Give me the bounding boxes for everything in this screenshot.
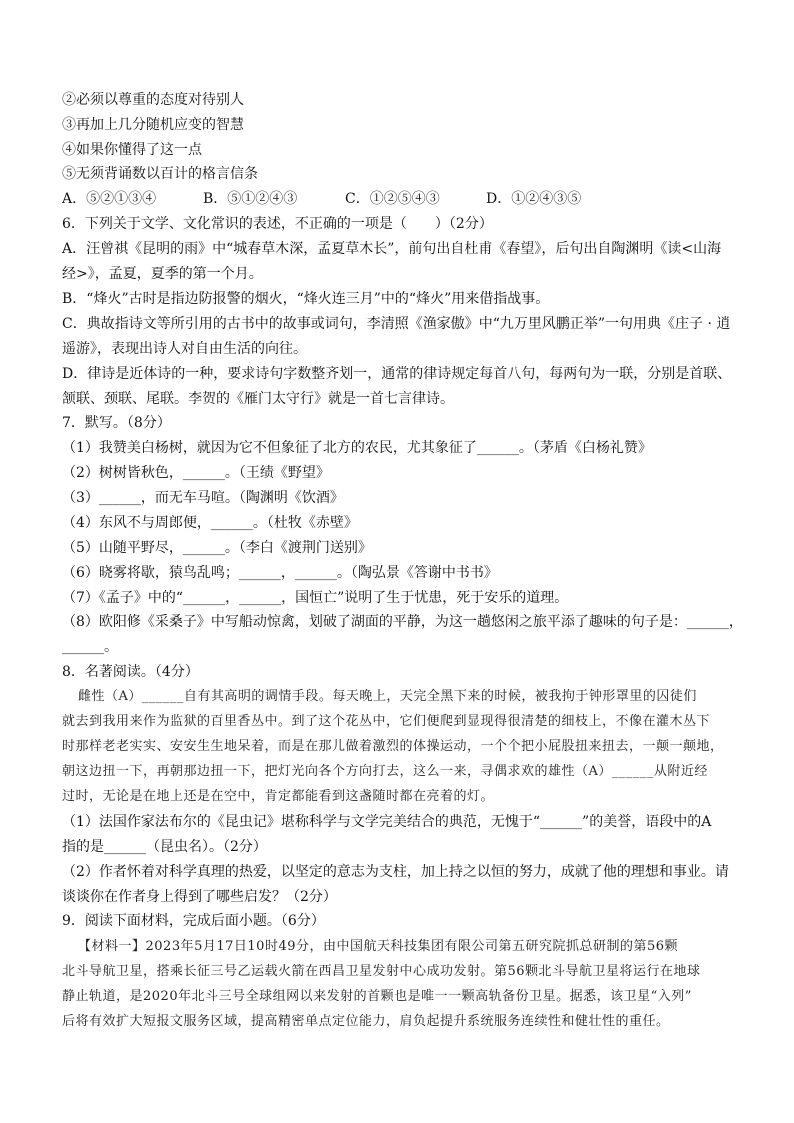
q7-item-8: （8）欧阳修《采桑子》中写船动惊禽，划破了湖面的平静，为这一趟悠闲之旅平添了趣味的句子是：______， bbox=[62, 614, 743, 630]
q9-material-line-2: 北斗导航卫星，搭乘长征三号乙运载火箭在西昌卫星发射中心成功发射。第56颗北斗导航卫星将运行在地球 bbox=[62, 964, 701, 979]
sentence-5: ⑤无须背诵数以百计的格言信条 bbox=[62, 166, 258, 182]
q8-passage-line-1: 雌性（A）______自有其高明的调情手段。每天晚上，天完全黑下来的时候，被我拘于钟形罩里的囚徒们 bbox=[78, 689, 697, 704]
sentence-4: ④如果你懂得了这一点 bbox=[62, 142, 202, 158]
q7-item-5: （5）山随平野尽，______。（李白《渡荆门送别》 bbox=[62, 540, 372, 556]
q6-option-d-cont: 颔联、颈联、尾联。李贺的《雁门太守行》就是一首七言律诗。 bbox=[62, 391, 454, 407]
q8-passage-line-3: 时那样老老实实、安安生生地呆着，而是在那儿做着激烈的体操运动，一个个把小屁股扭来扭去，一颠一颠地， bbox=[62, 739, 724, 754]
q5-option-c: C．①②⑤④③ bbox=[345, 191, 440, 207]
q8-stem: 8．名著阅读。（4分） bbox=[62, 664, 199, 680]
q8-subquestion-2-cont: 谈谈你在作者身上得到了哪些启发？（2分） bbox=[62, 889, 337, 905]
q7-item-7: （7）《孟子》中的“______，______，国恒亡”说明了生于忧患，死于安乐的道理。 bbox=[62, 590, 569, 606]
q7-item-1: （1）我赞美白杨树，就因为它不但象征了北方的农民，尤其象征了______。（茅盾《白杨礼赞》 bbox=[62, 440, 652, 456]
q8-passage-line-5: 过时，无论是在地上还是在空中，肯定都能看到这盏随时都在亮着的灯。 bbox=[62, 789, 495, 804]
q6-option-c-cont: 遥游》，表现出诗人对自由生活的向往。 bbox=[62, 341, 307, 357]
q6-option-a: A．汪曾祺《昆明的雨》中“城春草木深，孟夏草木长”，前句出自杜甫《春望》，后句出自陶渊明《读<山海 bbox=[62, 241, 722, 257]
q5-option-a: A．⑤②①③④ bbox=[62, 191, 157, 207]
q8-subquestion-1-cont: 指的是______（昆虫名）。（2分） bbox=[62, 839, 267, 855]
q6-option-d: D．律诗是近体诗的一种，要求诗句字数整齐划一，通常的律诗规定每首八句，每两句为一联，分别是首联、 bbox=[62, 366, 732, 382]
q5-option-b: B．⑤①②④③ bbox=[203, 191, 298, 207]
sentence-3: ③再加上几分随机应变的智慧 bbox=[62, 117, 244, 133]
q9-stem: 9．阅读下面材料，完成后面小题。（6分） bbox=[62, 913, 325, 929]
q7-item-3: （3）______，而无车马喧。（陶渊明《饮酒》 bbox=[62, 490, 344, 506]
q9-material-line-3: 静止轨道，是2020年北斗三号全球组网以来发射的首颗也是唯一一颗高轨备份卫星。据悉，该卫星“入列” bbox=[62, 989, 692, 1004]
q7-item-2: （2）树树皆秋色，______。（王绩《野望》 bbox=[62, 465, 330, 481]
q9-material-line-1: 【材料一】2023年5月17日10时49分，由中国航天科技集团有限公司第五研究院抓总研制的第56颗 bbox=[78, 939, 679, 954]
q8-passage-line-4: 朝这边扭一下，再朝那边扭一下，把灯光向各个方向打去，这么一来，寻偶求欢的雄性（A）______从附近经 bbox=[62, 764, 708, 779]
q8-subquestion-2: （2）作者怀着对科学真理的热爱，以坚定的意志为支柱，加上持之以恒的努力，成就了他的理想和事业。请 bbox=[62, 864, 729, 880]
q9-material-line-4: 后将有效扩大短报文服务区域，提高精密单点定位能力，肩负起提升系统服务连续性和健壮性的重任。 bbox=[62, 1014, 670, 1029]
q7-item-8-cont: ______。 bbox=[62, 639, 118, 655]
sentence-2: ②必须以尊重的态度对待别人 bbox=[62, 92, 244, 108]
q7-item-6: （6）晓雾将歇，猿鸟乱鸣；______，______。（陶弘景《答谢中书书》 bbox=[62, 565, 498, 581]
q6-option-b: B．“烽火”古时是指边防报警的烟火，“烽火连三月”中的“烽火”用来借指战事。 bbox=[62, 291, 550, 307]
q5-option-d: D．①②④③⑤ bbox=[486, 191, 582, 207]
q7-stem: 7．默写。（8分） bbox=[62, 415, 171, 431]
q7-item-4: （4）东风不与周郎便，______。（杜牧《赤壁》 bbox=[62, 515, 358, 531]
q6-option-a-cont: 经>》，孟夏，夏季的第一个月。 bbox=[62, 266, 263, 282]
q6-stem: 6．下列关于文学、文化常识的表述，不正确的一项是（ ）（2分） bbox=[62, 216, 493, 232]
q8-passage-line-2: 就去到我用来作为监狱的百里香丛中。到了这个花丛中，它们便爬到显现得很清楚的细枝上，不像在灌木丛下 bbox=[62, 714, 711, 729]
q8-subquestion-1: （1）法国作家法布尔的《昆虫记》堪称科学与文学完美结合的典范，无愧于“______”的美誉，语段中的A bbox=[62, 814, 712, 830]
q6-option-c: C．典故指诗文等所引用的古书中的故事或词句，李清照《渔家傲》中“九万里风鹏正举”一句用典《庄子 · 逍 bbox=[62, 316, 731, 332]
